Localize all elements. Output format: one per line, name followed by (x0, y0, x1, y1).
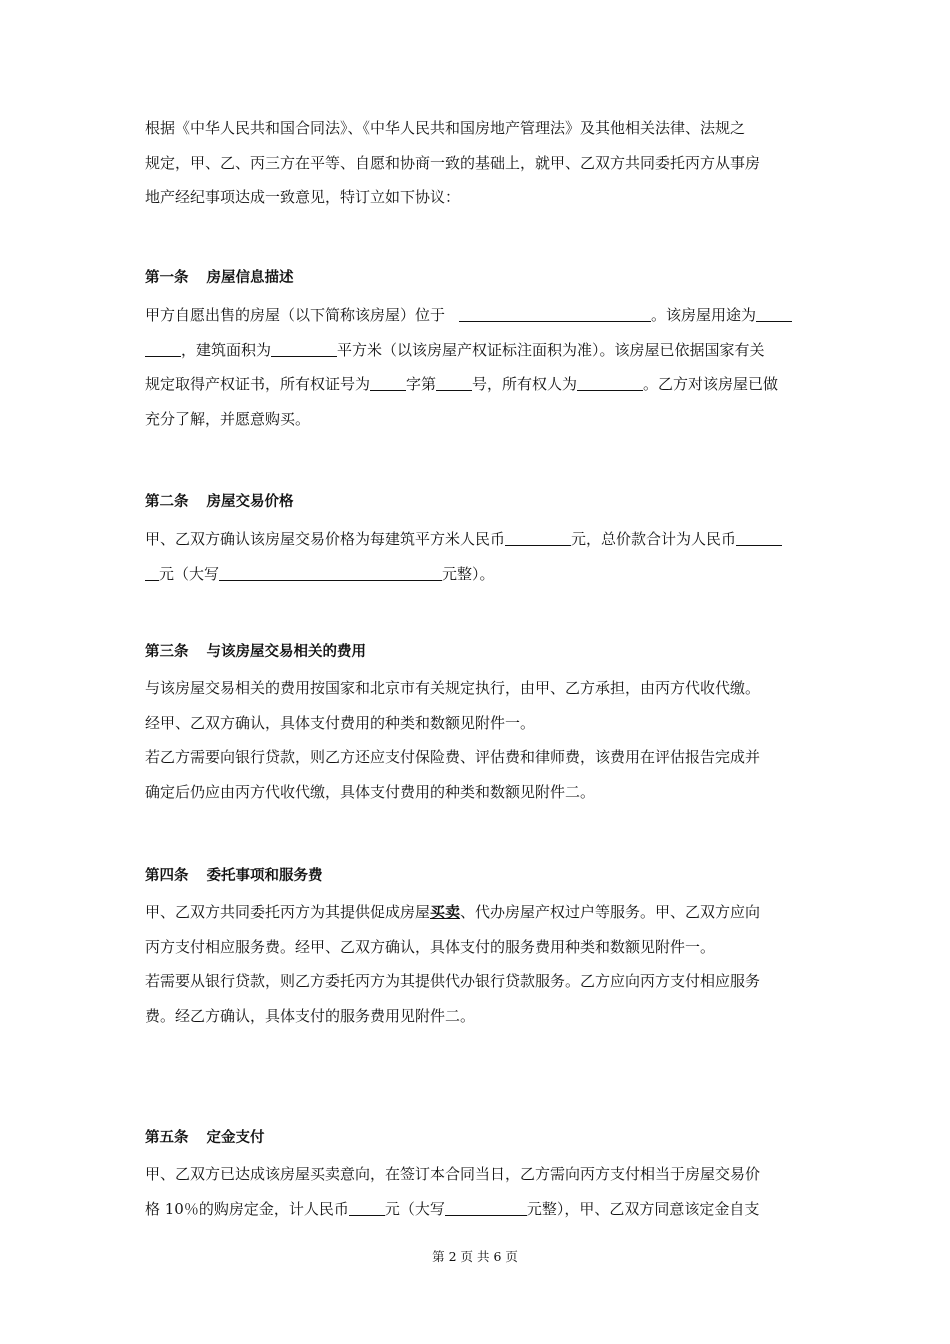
article-1-text: 。该房屋用途为 (651, 306, 757, 324)
article-3-line: 与该房屋交易相关的费用按国家和北京市有关规定执行，由甲、乙方承担，由丙方代收代缴。 (145, 679, 761, 697)
article-2-title: 房屋交易价格 (206, 494, 294, 510)
article-1-number: 第一条 (145, 270, 189, 286)
article-3-line: 确定后仍应由丙方代收代缴，具体支付费用的种类和数额见附件二。 (145, 782, 596, 801)
article-4-title: 委托事项和服务费 (206, 868, 323, 884)
area-blank (271, 339, 337, 357)
article-4-body (145, 895, 810, 1033)
article-4-line: 若需要从银行贷款，则乙方委托丙方为其提供代办银行贷款服务。乙方应向丙方支付相应服务 (145, 972, 761, 990)
cert-prefix-blank (370, 373, 406, 391)
total-price-blank (736, 528, 782, 546)
article-4-text: 、代办房屋产权过户等服务。甲、乙双方应向 (460, 903, 761, 921)
article-5-text: 元整），甲、乙双方同意该定金自支 (526, 1199, 760, 1218)
intro-line-1: 根据《中华人民共和国合同法》、《中华人民共和国房地产管理法》及其他相关法律、法规之 (145, 119, 746, 137)
article-5-text: 元（大写 (384, 1199, 445, 1218)
article-3-line: 经甲、乙双方确认，具体支付费用的种类和数额见附件一。 (145, 713, 536, 732)
article-4-number: 第四条 (145, 868, 189, 884)
intro-line-3: 地产经纪事项达成一致意见，特订立如下协议： (145, 188, 461, 206)
article-3-body (145, 671, 810, 809)
article-2-heading (145, 492, 810, 512)
article-5-line: 甲、乙双方已达成该房屋买卖意向，在签订本合同当日，乙方需向丙方支付相当于房屋交易价 (145, 1165, 761, 1183)
article-3-number: 第三条 (145, 644, 189, 660)
article-4-line: 费。经乙方确认，具体支付的服务费用见附件二。 (145, 1006, 476, 1025)
deposit-words-blank (445, 1198, 527, 1216)
cert-number-blank (436, 373, 472, 391)
article-5-number: 第五条 (145, 1130, 189, 1146)
article-1-body (145, 298, 810, 436)
article-3-line: 若乙方需要向银行贷款，则乙方还应支付保险费、评估费和律师费，该费用在评估报告完成并 (145, 748, 761, 766)
article-2-text: 甲、乙双方确认该房屋交易价格为每建筑平方米人民币 (145, 530, 506, 548)
usage-blank (756, 304, 792, 322)
deposit-blank (349, 1198, 385, 1216)
article-1-title: 房屋信息描述 (206, 270, 294, 286)
article-2-text: 元（大写 (159, 564, 220, 583)
article-1-text: 甲方自愿出售的房屋（以下简称该房屋）位于 (145, 306, 446, 324)
intro-line-2: 规定，甲、乙、丙三方在平等、自愿和协商一致的基础上，就甲、乙双方共同委托丙方从事房 (145, 153, 761, 172)
total-price-words-blank (219, 563, 442, 581)
article-3-title: 与该房屋交易相关的费用 (206, 644, 366, 660)
article-1-text: 字第 (406, 375, 437, 393)
owner-blank (577, 373, 643, 391)
article-1-text: 平方米（以该房屋产权证标注面积为准）。该房屋已依据国家有关 (337, 340, 765, 359)
article-3-heading (145, 642, 810, 662)
article-1-text: 充分了解，并愿意购买。 (145, 409, 311, 428)
emphasis-text: 买卖 (430, 903, 461, 921)
article-1-text: ，建筑面积为 (181, 340, 272, 359)
article-4-text: 甲、乙双方共同委托丙方为其提供促成房屋 (145, 903, 431, 921)
article-5-heading (145, 1128, 810, 1148)
article-5-text: 格 10％的购房定金，计人民币 (145, 1199, 349, 1218)
article-2-body (145, 522, 810, 591)
article-1-text: 号，所有权人为 (472, 375, 578, 393)
article-1-heading (145, 268, 810, 288)
article-1-text: 规定取得产权证书，所有权证号为 (145, 375, 371, 393)
article-4-line: 丙方支付相应服务费。经甲、乙双方确认，具体支付的服务费用种类和数额见附件一。 (145, 937, 716, 956)
article-2-text: 元整）。 (442, 564, 495, 583)
article-1-text: 。乙方对该房屋已做 (643, 375, 779, 393)
address-blank (459, 304, 651, 322)
article-4-heading (145, 866, 810, 886)
article-5-title: 定金支付 (206, 1130, 265, 1146)
usage-blank-cont (145, 339, 181, 357)
article-5-body (145, 1157, 810, 1226)
article-2-number: 第二条 (145, 494, 189, 510)
article-2-text: 元，总价款合计为人民币 (571, 530, 737, 548)
intro-paragraph (145, 111, 810, 215)
unit-price-blank (505, 528, 571, 546)
page-footer: 第 2 页 共 6 页 (432, 1249, 518, 1264)
total-price-blank-cont (145, 563, 159, 581)
